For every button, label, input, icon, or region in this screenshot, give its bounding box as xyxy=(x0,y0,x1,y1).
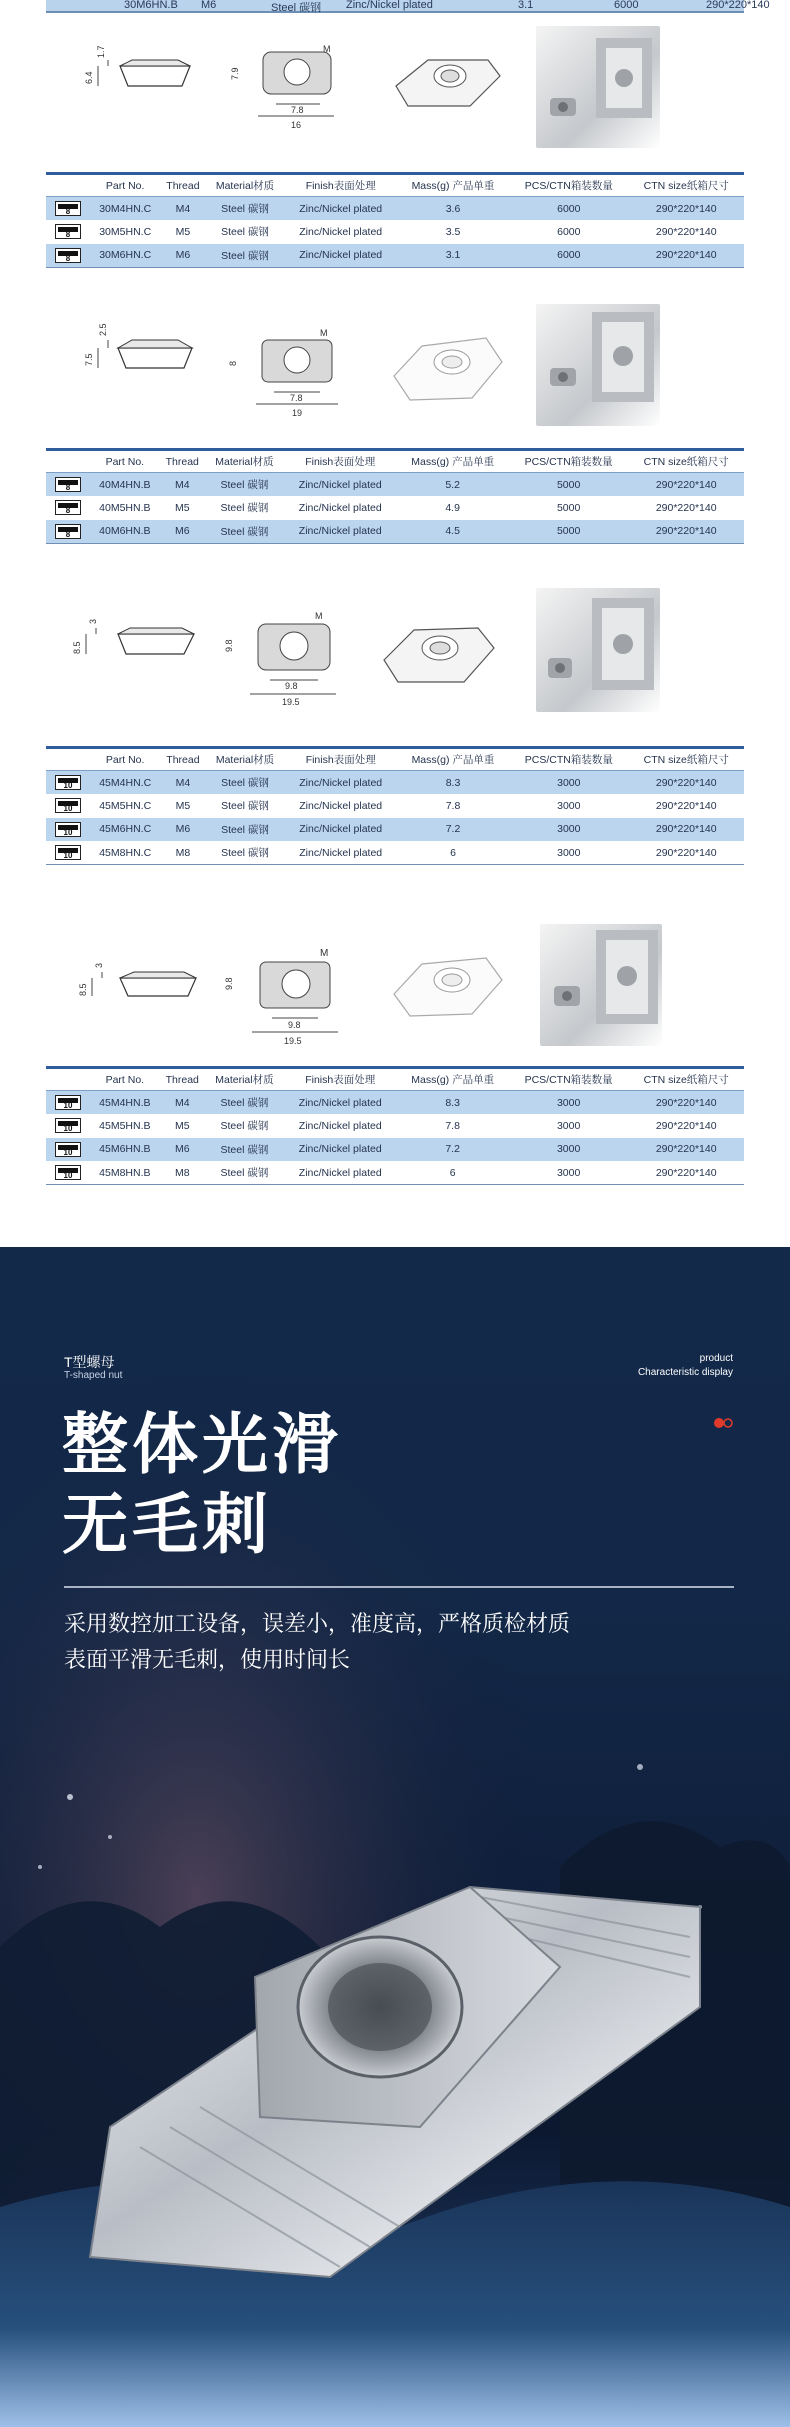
slot-size-icon: 10 xyxy=(55,822,81,837)
slot-size-icon: 10 xyxy=(55,1142,81,1157)
svg-text:3: 3 xyxy=(88,618,98,624)
desc-line-1: 采用数控加工设备，误差小，准度高，严格质检材质 xyxy=(64,1612,571,1637)
slot-size-icon: 8 xyxy=(55,524,81,539)
partial-thread: M6 xyxy=(201,0,217,11)
table-row: 8 30M4HN.C M4 Steel 碳钢 Zinc/Nickel plated 3.6 6000 290*220*140 xyxy=(46,197,744,221)
isometric-line-drawing xyxy=(388,46,508,116)
slot-size-icon: 8 xyxy=(55,224,81,239)
hero-label-en: T-shaped nut xyxy=(64,1370,123,1381)
hero-banner xyxy=(0,1247,790,2427)
table-row: 10 45M8HN.B M8 Steel 碳钢 Zinc/Nickel plated 6 3000 290*220*140 xyxy=(46,1161,744,1185)
spec-table xyxy=(46,172,744,268)
table-row: 10 45M6HN.C M6 Steel 碳钢 Zinc/Nickel plated 7.2 3000 290*220*140 xyxy=(46,818,744,842)
hero-headline xyxy=(62,1405,342,1565)
table-row: 8 30M5HN.C M5 Steel 碳钢 Zinc/Nickel plated 3.5 6000 290*220*140 xyxy=(46,220,744,244)
slot-size-icon: 10 xyxy=(55,845,81,860)
slot-size-icon: 8 xyxy=(55,477,81,492)
svg-text:9.8: 9.8 xyxy=(288,1020,301,1030)
svg-text:7.5: 7.5 xyxy=(84,353,94,366)
svg-text:1.7: 1.7 xyxy=(96,45,106,58)
table-row: 10 45M5HN.C M5 Steel 碳钢 Zinc/Nickel plated 7.8 3000 290*220*140 xyxy=(46,794,744,818)
headline-line-1: 整体光滑 xyxy=(62,1406,342,1483)
svg-text:7.9: 7.9 xyxy=(230,67,240,80)
svg-text:19.5: 19.5 xyxy=(282,697,300,707)
col-thread: Thread xyxy=(160,174,205,197)
col-part-no: Part No. xyxy=(90,174,160,197)
isometric-line-drawing xyxy=(388,328,508,408)
svg-text:M: M xyxy=(320,328,328,338)
svg-text:19.5: 19.5 xyxy=(284,1036,302,1046)
slot-size-icon: 8 xyxy=(55,500,81,515)
svg-text:7.8: 7.8 xyxy=(291,105,304,115)
side-profile-drawing xyxy=(80,318,200,388)
hero-product-label: product xyxy=(699,1353,733,1364)
svg-text:M: M xyxy=(320,948,329,959)
product-photo xyxy=(536,304,660,426)
col-finish: Finish表面处理 xyxy=(285,174,397,197)
top-view-drawing xyxy=(222,322,352,422)
slot-size-icon: 10 xyxy=(55,1095,81,1110)
table-row: 10 45M4HN.C M4 Steel 碳钢 Zinc/Nickel plated 8.3 3000 290*220*140 xyxy=(46,771,744,795)
svg-text:8.5: 8.5 xyxy=(78,983,88,996)
svg-text:M: M xyxy=(315,611,323,621)
accent-dots-icon xyxy=(713,1417,735,1429)
divider xyxy=(64,1586,734,1588)
svg-text:8.5: 8.5 xyxy=(72,641,82,654)
partial-material: Steel 碳钢 xyxy=(271,2,322,14)
table-row: 10 45M6HN.B M6 Steel 碳钢 Zinc/Nickel plated 7.2 3000 290*220*140 xyxy=(46,1138,744,1162)
product-photo xyxy=(540,924,662,1046)
svg-text:6.4: 6.4 xyxy=(84,71,94,84)
hero-characteristic-label: Characteristic display xyxy=(637,1367,733,1378)
slot-size-icon: 8 xyxy=(55,201,81,216)
col-mass: Mass(g) 产品单重 xyxy=(397,174,509,197)
svg-text:9.8: 9.8 xyxy=(285,681,298,691)
desc-line-2: 表面平滑无毛刺，使用时间长 xyxy=(64,1648,351,1673)
hero-description xyxy=(64,1607,570,1679)
slot-size-icon: 8 xyxy=(55,248,81,263)
isometric-line-drawing xyxy=(378,616,498,696)
spec-table: Part No. Thread Material材质 Finish表面处理 Mass(g) 产品单重 PCS/CTN箱装数量 CTN size纸箱尺寸 10 45M4HN.B M4 Steel 碳钢 Zinc/Nickel plated 8.3 3000 290*220*140 10 45M5HN.B M5 Steel 碳钢 Zinc/Nickel plated 7.8 3000 290*220*140 10 45M6HN.B M6 Steel 碳钢 Zinc/Nickel plated 7.2 3000 290*220*140 10 45M8HN.B M8 Steel 碳钢 Zinc/Nickel plated 6 3000 290*220*140 xyxy=(46,1066,744,1185)
partial-mass: 3.1 xyxy=(518,0,534,11)
side-profile-drawing xyxy=(62,606,202,676)
table-row: 10 45M8HN.C M8 Steel 碳钢 Zinc/Nickel plated 6 3000 290*220*140 xyxy=(46,841,744,865)
svg-text:9.8: 9.8 xyxy=(224,977,234,990)
slot-size-icon: 10 xyxy=(55,798,81,813)
partial-ctn: 290*220*140 xyxy=(706,0,770,11)
table-row: 8 40M6HN.B M6 Steel 碳钢 Zinc/Nickel plated 4.5 5000 290*220*140 xyxy=(46,520,744,544)
slot-size-icon: 10 xyxy=(55,1165,81,1180)
col-ctn: CTN size纸箱尺寸 xyxy=(629,174,745,197)
product-photo xyxy=(536,588,660,712)
isometric-line-drawing xyxy=(388,946,508,1026)
table-row: 8 40M4HN.B M4 Steel 碳钢 Zinc/Nickel plated 5.2 5000 290*220*140 xyxy=(46,473,744,497)
slot-size-icon: 10 xyxy=(55,1118,81,1133)
partial-table-row xyxy=(46,0,770,14)
spec-table: Part No. Thread Material材质 Finish表面处理 Mass(g) 产品单重 PCS/CTN箱装数量 CTN size纸箱尺寸 10 45M4HN.C M4 Steel 碳钢 Zinc/Nickel plated 8.3 3000 290*220*140 10 45M5HN.C M5 Steel 碳钢 Zinc/Nickel plated 7.8 3000 290*220*140 10 45M6HN.C M6 Steel 碳钢 Zinc/Nickel plated 7.2 3000 290*220*140 10 45M8HN.C M8 Steel 碳钢 Zinc/Nickel plated 6 3000 290*220*140 xyxy=(46,746,744,865)
col-material: Material材质 xyxy=(205,174,284,197)
headline-line-2: 无毛刺 xyxy=(62,1486,272,1563)
svg-text:7.8: 7.8 xyxy=(290,393,303,403)
svg-text:16: 16 xyxy=(291,120,302,130)
col-pcs: PCS/CTN箱装数量 xyxy=(509,174,628,197)
side-profile-drawing xyxy=(66,950,206,1020)
product-photo xyxy=(536,26,660,148)
spec-table: Part No. Thread Material材质 Finish表面处理 Mass(g) 产品单重 PCS/CTN箱装数量 CTN size纸箱尺寸 8 40M4HN.B M4 Steel 碳钢 Zinc/Nickel plated 5.2 5000 290*220*140 8 40M5HN.B M5 Steel 碳钢 Zinc/Nickel plated 4.9 5000 290*220*140 8 40M6HN.B M6 Steel 碳钢 Zinc/Nickel plated 4.5 5000 290*220*140 xyxy=(46,448,744,544)
table-row: 10 45M5HN.B M5 Steel 碳钢 Zinc/Nickel plated 7.8 3000 290*220*140 xyxy=(46,1114,744,1138)
side-profile-drawing xyxy=(80,38,200,108)
svg-text:8: 8 xyxy=(228,360,238,366)
top-view-drawing xyxy=(228,40,348,140)
top-view-drawing xyxy=(220,606,350,710)
partial-finish: Zinc/Nickel plated xyxy=(346,0,433,11)
slot-size-icon: 10 xyxy=(55,775,81,790)
hero-label-cn: T型螺母 xyxy=(64,1354,115,1370)
svg-text:3: 3 xyxy=(94,962,104,968)
table-row: 10 45M4HN.B M4 Steel 碳钢 Zinc/Nickel plated 8.3 3000 290*220*140 xyxy=(46,1091,744,1115)
svg-text:M: M xyxy=(323,44,331,54)
svg-text:9.8: 9.8 xyxy=(224,639,234,652)
table-row: 8 40M5HN.B M5 Steel 碳钢 Zinc/Nickel plated 4.9 5000 290*220*140 xyxy=(46,496,744,520)
svg-text:19: 19 xyxy=(292,408,303,418)
partial-pcs: 6000 xyxy=(614,0,639,11)
table-row: 8 30M6HN.C M6 Steel 碳钢 Zinc/Nickel plated 3.1 6000 290*220*140 xyxy=(46,244,744,268)
partial-part-no: 30M6HN.B xyxy=(124,0,178,11)
svg-text:2.5: 2.5 xyxy=(98,323,108,336)
top-view-drawing xyxy=(220,940,350,1050)
